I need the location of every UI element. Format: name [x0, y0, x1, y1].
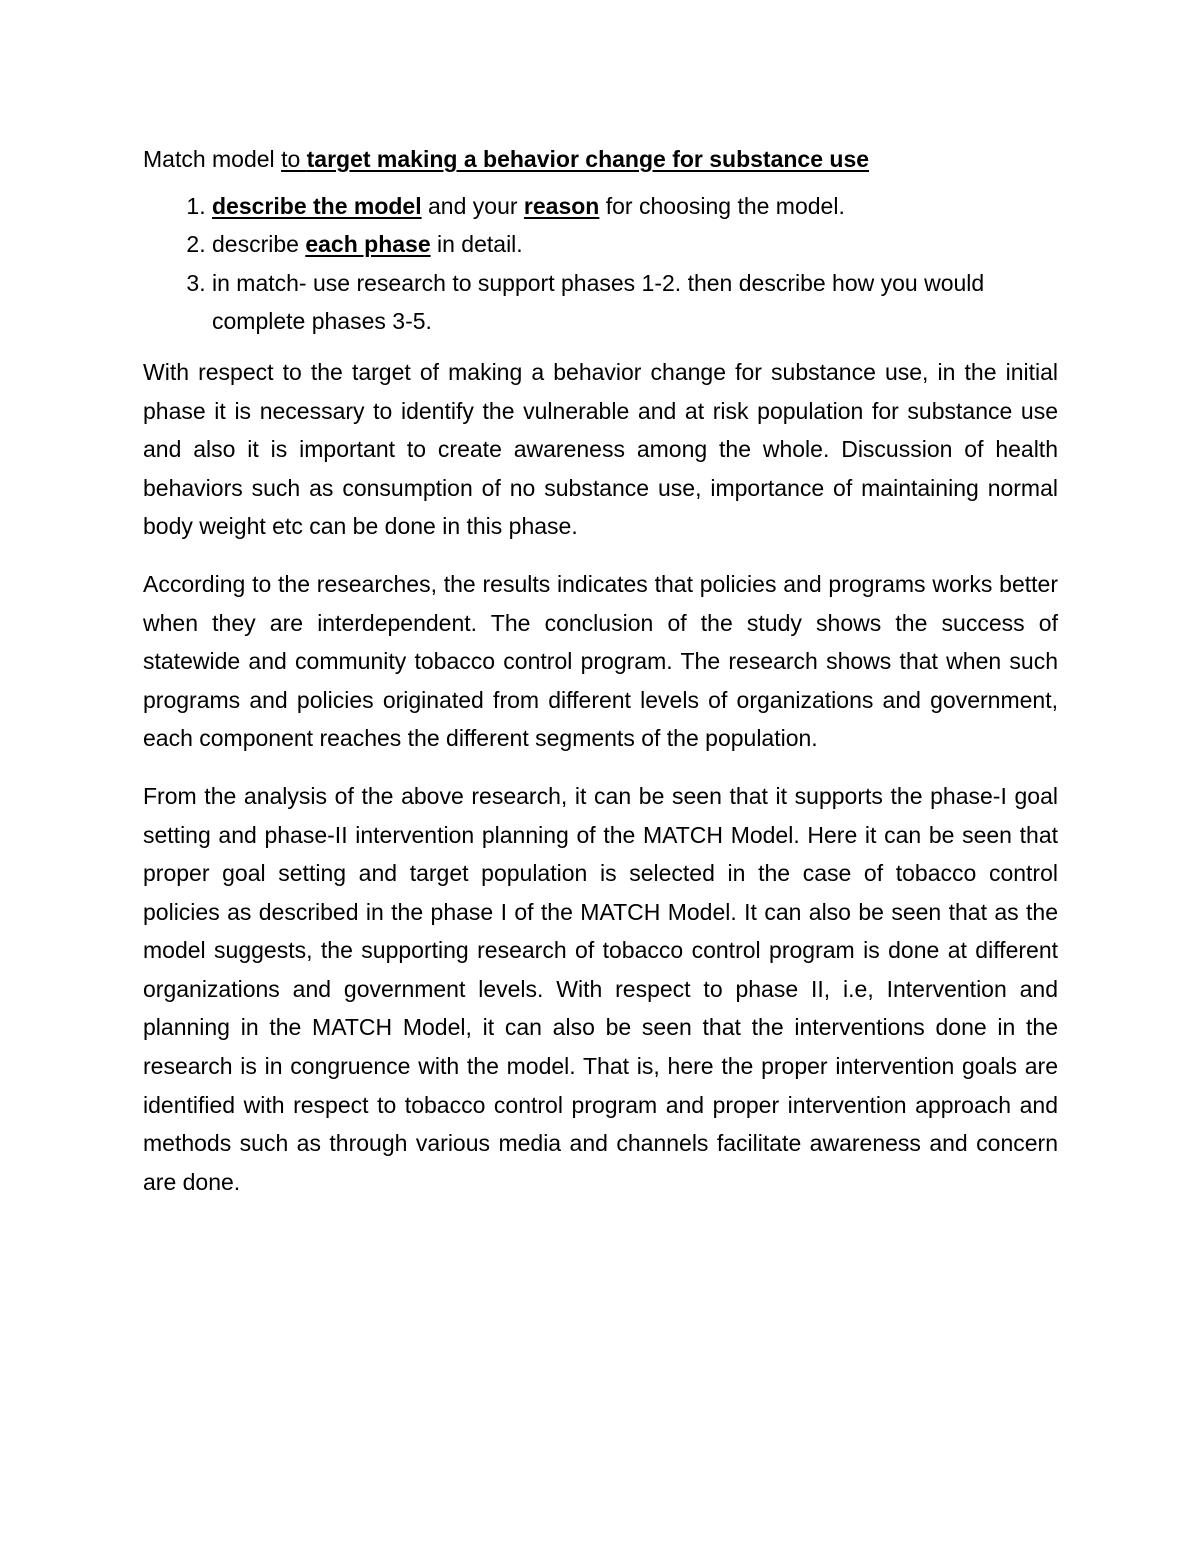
task-1-text-a: and your — [421, 192, 524, 219]
document-body — [143, 140, 1058, 1220]
task-1-text-b: for choosing the model. — [599, 192, 845, 219]
heading-prefix: Match model — [143, 146, 282, 172]
document-heading — [143, 140, 1058, 179]
paragraph-initial-phase: With respect to the target of making a behavior change for substance use, in the initial phase it is necessary to identify the vulnerable and at risk population for substance use and also it is important to create awareness among the whole. Discussion of health behaviors such as consumption of no substance use, importance of maintaining normal body weight etc can be done in this phase. — [143, 358, 1058, 540]
task-2-text-a: describe — [212, 231, 306, 258]
task-item — [212, 225, 1058, 264]
heading-underlined-bold: target making a behavior change for substance use — [306, 146, 870, 172]
paragraph-research-findings: According to the researches, the results indicates that policies and programs works better when they are interdependent. The conclusion of the study shows the success of statewide and community tobacco control program. The research shows that when such programs and policies originated from different levels of organizations and government, each component reaches the different segments of the population. — [143, 570, 1058, 752]
heading-underlined — [281, 146, 869, 172]
task-item — [212, 264, 1058, 341]
paragraph-analysis: From the analysis of the above research, it can be seen that it supports the phase-I goal setting and phase-II intervention planning of the MATCH Model. Here it can be seen that proper goal setting and target population is selected in the case of tobacco control policies as described in the phase I of the MATCH Model. It can also be seen that as the model suggests, the supporting research of tobacco control program is done at different organizations and government levels. With respect to phase II, i.e, Intervention and planning in the MATCH Model, it can also be seen that the interventions done in the research is in congruence with the model. That is, here the proper intervention goals are identified with respect to tobacco control program and proper intervention approach and methods such as through various media and channels facilitate awareness and concern are done. — [143, 782, 1058, 1195]
heading-underlined-plain: to — [281, 146, 307, 172]
task-1-emphasis-model: describe the model — [212, 192, 422, 219]
task-2-text-b: in detail. — [430, 231, 523, 258]
task-item — [212, 187, 1058, 226]
task-list — [143, 187, 1058, 341]
task-3-text: in match- use research to support phases 1-2. then describe how you would complete phases 3-5. — [212, 269, 985, 335]
task-2-emphasis-phase: each phase — [305, 231, 431, 258]
task-1-emphasis-reason: reason — [523, 192, 600, 219]
